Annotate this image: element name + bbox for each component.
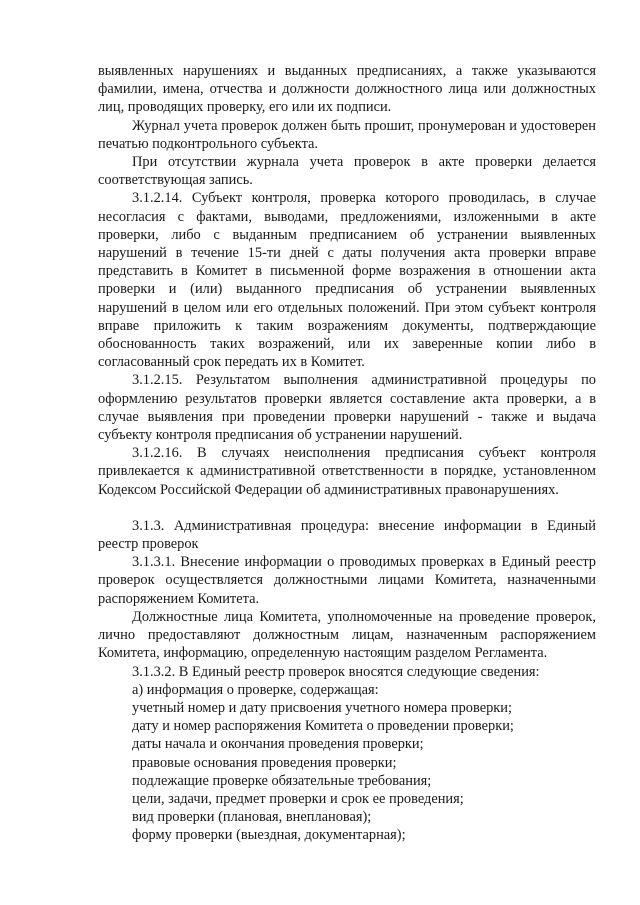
list-item: форму проверки (выездная, документарная); bbox=[132, 827, 406, 844]
paragraph-3-1-3-2: 3.1.3.2. В Единый реестр проверок вносятся следующие сведения: bbox=[132, 663, 540, 680]
paragraph-3-1-3-1: 3.1.3.1. Внесение информации о проводимых проверках в Единый реестр проверок осуществляется должностными лицами Комитета, назначенными распоряжением Комитета. bbox=[98, 554, 596, 607]
paragraph-no-journal: При отсутствии журнала учета проверок в акте проверки делается соответствующая запись. bbox=[98, 154, 596, 189]
section-spacer bbox=[98, 499, 596, 517]
section-heading-3-1-3: 3.1.3. Административная процедура: внесение информации в Единый реестр проверок bbox=[98, 517, 596, 553]
paragraph-3-1-2-14: 3.1.2.14. Субъект контроля, проверка которого проводилась, в случае несогласия с фактами, выводами, предложениями, изложенными в акте проверки, либо с выданным предписанием об устранении выявленных нарушений в течение 15-ти дней с даты получения акта проверки вправе представить в Комитет в письменной форме возражения в отношении акта проверки и (или) выданного предписания об устранении выявленных нарушений в целом или его отдельных положений. При этом субъект контроля вправе приложить к таким возражениям документы, подтверждающие обоснованность таких возражений, или их заверенные копии либо в согласованный срок передать их в Комитет. bbox=[98, 190, 596, 371]
list-item: вид проверки (плановая, внеплановая); bbox=[132, 809, 372, 826]
paragraph-3-1-2-16: 3.1.2.16. В случаях неисполнения предписания субъект контроля привлекается к административной ответственности в порядке, установленном Кодексом Российской Федерации об административных правонарушениях. bbox=[98, 445, 596, 498]
list-item: подлежащие проверке обязательные требования; bbox=[132, 772, 432, 789]
list-item: даты начала и окончания проведения проверки; bbox=[132, 736, 424, 753]
info-list bbox=[98, 681, 596, 845]
paragraph-3-1-2-15: 3.1.2.15. Результатом выполнения административной процедуры по оформлению результатов проверки является составление акта проверки, а в случае выявления при проведении проверки нарушений - также и выдача субъекту контроля предписания об устранении нарушений. bbox=[98, 372, 596, 444]
paragraph-officials: Должностные лица Комитета, уполномоченные на проведение проверок, лично предоставляют должностным лицам, назначенным распоряжением Комитета, информацию, определенную настоящим разделом Регламента. bbox=[98, 608, 596, 662]
list-item: правовые основания проведения проверки; bbox=[132, 754, 397, 771]
list-item: учетный номер и дату присвоения учетного номера проверки; bbox=[132, 699, 512, 716]
list-item: дату и номер распоряжения Комитета о проведении проверки; bbox=[132, 718, 514, 735]
list-item: а) информация о проверке, содержащая: bbox=[132, 681, 379, 698]
paragraph-continuation: выявленных нарушениях и выданных предписаниях, а также указываются фамилии, имена, отчества и должности должностного лица или должностных лиц, проводящих проверку, его или их подписи. bbox=[98, 63, 596, 116]
list-item: цели, задачи, предмет проверки и срок ее проведения; bbox=[132, 790, 464, 807]
paragraph-journal-binding: Журнал учета проверок должен быть прошит, пронумерован и удостоверен печатью подконтрольного субъекта. bbox=[98, 117, 596, 152]
